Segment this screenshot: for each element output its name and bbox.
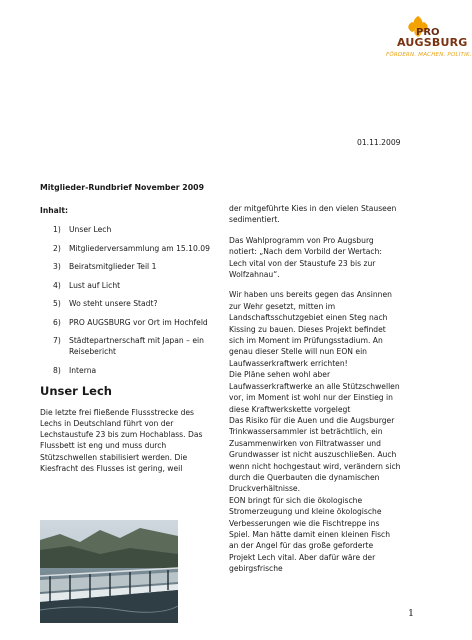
toc-item: 7) Städtepartnerschaft mit Japan – ein Reisebericht xyxy=(53,336,204,356)
logo-text-pro: PRO xyxy=(416,27,440,38)
right-column xyxy=(229,203,401,575)
toc-item: 6) PRO AUGSBURG vor Ort im Hochfeld xyxy=(53,317,208,327)
toc-item: 2) Mitgliederversammlung am 15.10.09 xyxy=(53,243,210,253)
toc-item: 5) Wo steht unsere Stadt? xyxy=(53,299,158,308)
page-number: 1 xyxy=(408,608,415,619)
article-paragraph: Die Pläne sehen wohl aber Laufwasserkraftwerke an alle Stützschwellen vor, im Moment ist wohl nur der Einstieg in diese Kraftwerkskette vorgelegt xyxy=(229,370,400,414)
section-heading: Unser Lech xyxy=(40,383,112,398)
left-column xyxy=(40,205,212,474)
lech-river-photo xyxy=(40,520,178,623)
newsletter-title: Mitglieder-Rundbrief November 2009 xyxy=(40,183,205,192)
logo-text-augsburg: AUGSBURG xyxy=(397,36,468,49)
toc-item: 1) Unser Lech xyxy=(53,225,112,234)
table-of-contents xyxy=(40,224,212,376)
article-paragraph: Wir haben uns bereits gegen das Ansinnen zur Wehr gesetzt, mitten im Landschaftsschutzgebiet einen Steg nach Kissing zu bauen. Dieses Projekt befindet sich im Moment im Prüfungsstadium. An genau dieser Stelle will nun EON ein Laufwasserkraftwerk errichten! xyxy=(229,290,392,368)
article-paragraph: der mitgeführte Kies in den vielen Stauseen sedimentiert. xyxy=(229,204,397,225)
logo-slogan: FÖRDERN. MACHEN. POLITIK. xyxy=(386,52,472,58)
toc-item: 3) Beiratsmitglieder Teil 1 xyxy=(53,262,157,271)
article-paragraph: EON bringt für sich die ökologische Stromerzeugung und kleine ökologische Verbesserungen wie die Fischtreppe ins Spiel. Man hätte damit einen kleinen Fisch an der Angel für das große geforderte Projekt Lech vital. Aber dafür wäre der gebirgsfrische xyxy=(229,495,391,574)
document-date: 01.11.2009 xyxy=(357,138,401,147)
toc-item: 4) Lust auf Licht xyxy=(53,280,121,290)
toc-item: 8) Interna xyxy=(53,365,97,375)
toc-heading: Inhalt: xyxy=(40,206,69,215)
article-intro: Die letzte frei fließende Flussstrecke des Lechs in Deutschland führt von der Lechstaustufe 23 bis zum Hochablass. Das Flussbett ist eng und muss durch Stützschwellen stabilisiert werden. Die Kiesfracht des Flusses ist gering, weil xyxy=(40,407,203,473)
article-paragraph: Das Risiko für die Auen und die Augsburger Trinkwassersammler ist beträchtlich, ein Zusammenwirken von Filtratwasser und Grundwasser ist nicht auszuschließen. Auch wenn nicht hochgestaut wird, verändern sich durch die Querbauten die dynamischen Druckverhältnisse. xyxy=(229,415,401,494)
article-paragraph: Das Wahlprogramm von Pro Augsburg notiert: „Nach dem Vorbild der Wertach: Lech vital von der Staustufe 23 bis zur Wolfzahnau“. xyxy=(229,235,382,280)
